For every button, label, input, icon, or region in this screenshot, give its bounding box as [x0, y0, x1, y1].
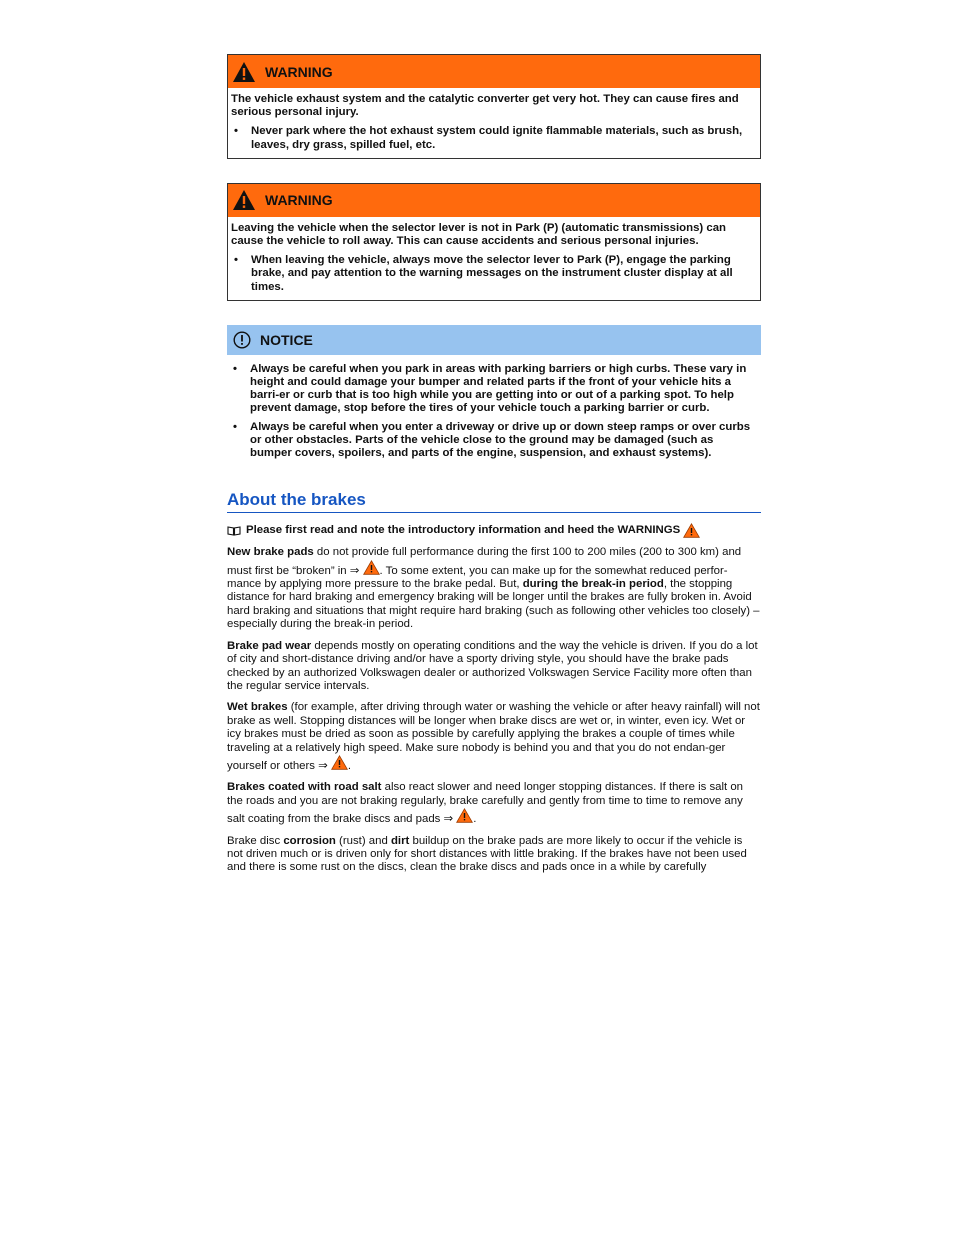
warning-bullet-text: When leaving the vehicle, always move the selector lever to Park (P), engage the parking brake, and pay attention to the warning messages on the instrument cluster display at all times. — [251, 254, 733, 293]
notice-exclamation-icon — [233, 331, 251, 349]
warning-bullet: • When leaving the vehicle, always move the selector lever to Park (P), engage the parking brake, and pay attention to the warning messages on the instrument cluster display at all times. — [231, 254, 757, 294]
warning-header — [228, 184, 760, 217]
paragraph-corrosion: Brake disc corrosion (rust) and dirt buildup on the brake pads are more likely to occur if the vehicle is not driven much or is driven only for short distances with little braking. If the brakes have not been used and there is some rust on the discs, clean the brake discs and pads once in a while by carefully — [227, 834, 747, 874]
warning-label: WARNING — [265, 192, 333, 209]
warning-box-park — [227, 183, 761, 301]
warning-triangle-icon[interactable] — [683, 523, 700, 538]
section-body — [227, 513, 761, 875]
notice-bullet-text: Always be careful when you enter a driveway or drive up or down steep ramps or over curbs or other obstacles. Parts of the vehicle close to the ground may be damaged (such as bumper covers, spoilers, and parts of the engine, suspension, and exhaust systems). — [250, 420, 751, 460]
warning-text: The vehicle exhaust system and the catalytic converter get very hot. They can cause fires and serious personal injury. — [231, 93, 739, 119]
warning-link-icon[interactable] — [331, 755, 348, 770]
notice-box — [227, 325, 761, 460]
section-title: About the brakes — [227, 490, 761, 513]
intro-line — [227, 523, 761, 538]
warning-label: WARNING — [265, 63, 333, 80]
warning-header — [228, 55, 760, 88]
warning-triangle-icon — [232, 189, 256, 211]
warning-triangle-icon — [232, 61, 256, 83]
warning-link-icon[interactable] — [363, 560, 380, 575]
book-icon — [227, 526, 241, 536]
notice-header — [227, 325, 761, 355]
intro-text: Please first read and note the introductory information and heed the WARNINGS — [246, 524, 681, 537]
notice-bullet: • Always be careful when you park in areas with parking barriers or high curbs. These vary in height and could damage your bumper and related parts if the front of your vehicle hits a barri-er or curb that is too high while you are getting into or out of a parking spot. To help prevent damage, stop before the tires of your vehicle touch a parking barrier or curb. — [230, 363, 758, 416]
warning-text: Leaving the vehicle when the selector lever is not in Park (P) (automatic transmissions) can cause the vehicle to roll away. This can cause accidents and serious personal injuries. — [231, 221, 727, 248]
paragraph-new-brake-pads: New brake pads do not provide full performance during the first 100 to 200 miles (200 to 300 km) and must first be “broken” in ⇒ . To some extent, you can make up for the somewhat reduced perfor-mance by applying more pressure to the brake pedal. But, during the break-in period, the stopping distance for hard braking and emergency braking will be longer until the brakes are fully broken in. Avoid hard braking and situations that might require hard braking (such as following other vehicles too closely) – especially during the break-in period. — [227, 546, 760, 631]
warning-box-exhaust — [227, 54, 761, 159]
paragraph-road-salt: Brakes coated with road salt also react slower and need longer stopping distances. If there is salt on the roads and you are not braking regularly, brake carefully and gently from time to time to remove any salt coating from the brake discs and pads ⇒ . — [227, 781, 744, 826]
manual-page — [227, 54, 761, 883]
notice-bullet: • Always be careful when you enter a driveway or drive up or down steep ramps or over curbs or other obstacles. Parts of the vehicle close to the ground may be damaged (such as bumper covers, spoilers, and parts of the engine, suspension, and exhaust systems). — [230, 421, 758, 461]
warning-bullet-text: Never park where the hot exhaust system could ignite flammable materials, such as brush, leaves, dry grass, spilled fuel, etc. — [251, 125, 743, 151]
paragraph-wet-brakes: Wet brakes (for example, after driving through water or washing the vehicle or after heavy rainfall) will not brake as well. Stopping distances will be longer when brake discs are wet or, in winter, even icy. Wet or icy brakes must be dried as soon as possible by carefully applying the brakes a couple of times while traveling at a relatively high speed. Make sure nobody is behind you and that you do not endan-ger yourself or others ⇒ . — [227, 701, 760, 772]
notice-bullet-text: Always be careful when you park in areas with parking barriers or high curbs. These vary in height and could damage your bumper and related parts if the front of your vehicle hits a barri-er or curb that is too high while you are getting into or out of a parking spot. To help prevent damage, stop before the tires of your vehicle touch a parking barrier or curb. — [250, 362, 747, 415]
warning-bullet: • Never park where the hot exhaust system could ignite flammable materials, such as brush, leaves, dry grass, spilled fuel, etc. — [231, 125, 757, 151]
paragraph-brake-pad-wear: Brake pad wear depends mostly on operating conditions and the way the vehicle is driven. If you do a lot of city and short-distance driving and/or have a sporty driving style, you should have the brake pads checked by an authorized Volkswagen dealer or authorized Volkswagen Service Facility more often than the regular service intervals. — [227, 639, 758, 692]
warning-link-icon[interactable] — [456, 808, 473, 823]
notice-label: NOTICE — [260, 331, 313, 348]
